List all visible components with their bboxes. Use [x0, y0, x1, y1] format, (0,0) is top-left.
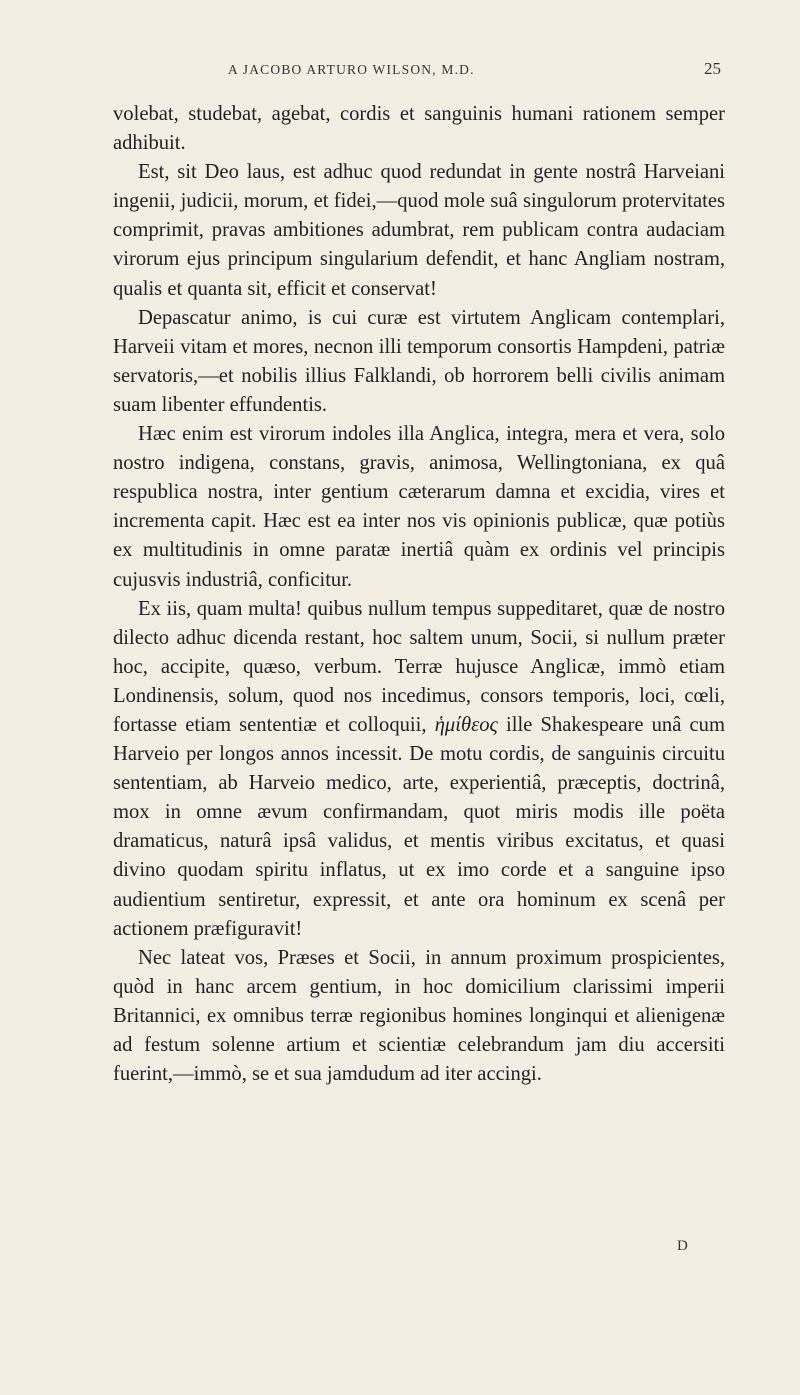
- greek-word: ἡμίθεος: [434, 713, 498, 736]
- running-title: A JACOBO ARTURO WILSON, M.D.: [228, 62, 475, 77]
- page-number: 25: [704, 59, 721, 78]
- paragraph-4: Hæc enim est virorum indoles illa Anglica, integra, mera et vera, solo nostro indigena, constans, gravis, animosa, Wellingtoniana, ex quâ respublica nostra, inter gentium cæterarum damna et excidia, vires et incrementa capit. Hæc est ea inter nos vis opinionis publicæ, quæ potiùs ex multitudinis in omne paratæ inertiâ quàm ex ordinis vel principis cujusvis industriâ, conficitur.: [113, 423, 725, 591]
- running-header: [0, 59, 800, 86]
- paragraph-6: Nec lateat vos, Præses et Socii, in annum proximum prospicientes, quòd in hanc arcem gentium, in hoc domicilium clarissimi imperii Britannici, ex omnibus terræ regionibus homines longinqui et alienigenæ ad festum solenne artium et scientiæ celebrandum jam diu accersiti fuerint,—immò, se et sua jamdudum ad iter accingi.: [113, 946, 725, 1086]
- paragraph-2: Est, sit Deo laus, est adhuc quod redundat in gente nostrâ Harveiani ingenii, judicii, morum, et fidei,—quod mole suâ singulorum protervitates comprimit, pravas ambitiones adumbrat, rem publicam contra audaciam virorum ejus principum singularium defendit, et hanc Angliam nostram, qualis et quanta sit, efficit et conservat!: [113, 161, 725, 300]
- paragraph-5-part-2: ille Shakespeare unâ cum Harveio per longos annos incessit. De motu cordis, de sanguinis circuitu sententiam, ab Harveio medico, arte, experientiâ, præceptis, doctrinâ, mox in omne ævum confirmandam, quot miris modis ille poëta dramaticus, naturâ ipsâ validus, et mentis viribus excitatus, et quasi divino quodam spiritu inflatus, ut ex imo corde et a sanguine ipso audientium sentiretur, expressit, et ante ora hominum ex scenâ per actionem præfiguravit!: [113, 713, 726, 940]
- paragraph-1: volebat, studebat, agebat, cordis et sanguinis humani rationem semper adhibuit.: [113, 103, 725, 155]
- signature-mark: D: [677, 1238, 688, 1254]
- paragraph-3: Depascatur animo, is cui curæ est virtutem Anglicam contemplari, Harveii vitam et mores, necnon illi temporum consortis Hampdeni, patriæ servatoris,—et nobilis illius Falklandi, ob horrorem belli civilis animam suam libenter effundentis.: [113, 306, 725, 416]
- body-text: [113, 100, 725, 1089]
- paragraph-5: [113, 595, 725, 944]
- paragraph-5-part-1: Ex iis, quam multa! quibus nullum tempus suppeditaret, quæ de nostro dilecto adhuc dicenda restant, hoc saltem unum, Socii, si nullum præter hoc, accipite, quæso, verbum. Terræ hujusce Anglicæ, immò etiam Londinensis, solum, quod nos incedimus, consors temporis, loci, cœli, fortasse etiam sententiæ et colloquii,: [113, 597, 725, 736]
